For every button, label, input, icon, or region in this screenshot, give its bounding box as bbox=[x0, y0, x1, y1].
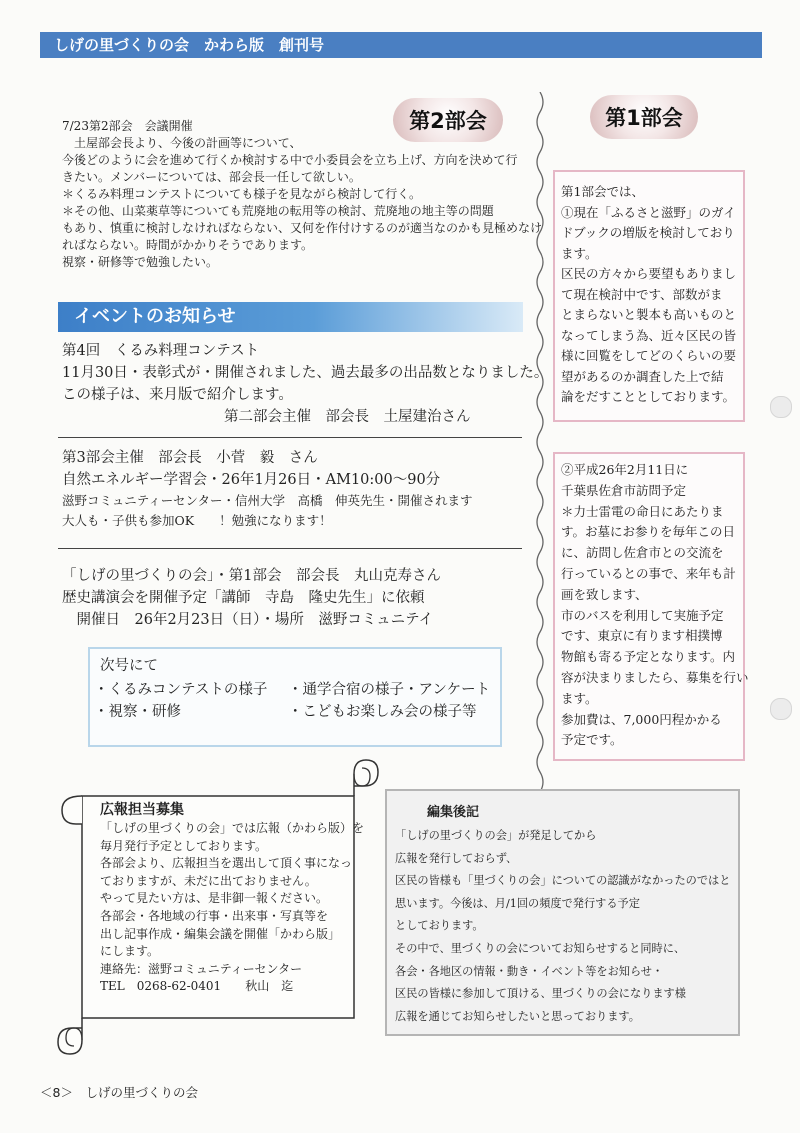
section1-line: ます。 bbox=[561, 690, 598, 706]
event3-title: 「しげの里づくりの会」・第1部会 部会長 丸山克寿さん bbox=[62, 568, 441, 584]
event2-line: 自然エネルギー学習会・26年1月26日・AM10:00～90分 bbox=[62, 472, 441, 488]
pr-title: 広報担当募集 bbox=[100, 802, 184, 818]
pr-body bbox=[100, 800, 380, 996]
section1-line: 望があるのか調査した上で結 bbox=[561, 368, 724, 384]
next-issue-title: 次号にて bbox=[100, 658, 158, 674]
editor-line: 区民の皆様に参加して頂ける、里づくりの会になります様 bbox=[395, 987, 686, 1001]
section1-line: ①現在「ふるさと滋野」のガイ bbox=[561, 204, 736, 220]
section2-line: ればならない。時間がかかりそうであります。 bbox=[62, 238, 314, 252]
pr-contact: 連絡先：滋野コミュニティーセンター bbox=[100, 961, 303, 976]
next-issue-box bbox=[88, 647, 502, 747]
section2-line: 土屋部会長より、今後の計画等について、 bbox=[62, 136, 302, 150]
pr-line: にします。 bbox=[100, 944, 160, 959]
pr-line: 各部会より、広報担当を選出して頂く事になっ bbox=[100, 856, 353, 871]
section1-line: ＊力士雷電の命日にあたりま bbox=[561, 503, 724, 519]
pr-line: 「しげの里づくりの会」では広報（かわら版）を bbox=[100, 821, 365, 835]
event1-title: 第4回 くるみ料理コンテスト bbox=[62, 343, 260, 359]
section1-box2 bbox=[553, 452, 749, 761]
event2-line: 滋野コミュニティーセンター・信州大学 高橋 伸英先生・開催されます bbox=[62, 493, 473, 508]
section1-box1 bbox=[553, 170, 745, 422]
editor-box bbox=[385, 789, 740, 1036]
editor-line: としております。 bbox=[395, 919, 484, 933]
section2-line: きたい。メンバーについては、部会長一任して欲しい。 bbox=[62, 170, 361, 184]
divider bbox=[58, 548, 522, 549]
event2-title: 第3部会主催 部会長 小菅 毅 さん bbox=[62, 450, 318, 466]
section1-line: 容が決まりましたら、募集を行い bbox=[561, 669, 749, 685]
section2-line: ＊くるみ料理コンテストについても様子を見ながら検討して行く。 bbox=[62, 187, 422, 201]
section1-line: 参加費は、7,000円程かかる bbox=[561, 711, 722, 727]
section2-badge-label: 第2部会 bbox=[409, 109, 487, 133]
section2-line: 今後どのように会を進めて行くか検討する中で小委員会を立ち上げ、方向を決めて行 bbox=[62, 153, 518, 167]
wavy-divider bbox=[530, 92, 550, 792]
event1-host: 第二部会主催 部会長 土屋建治さん bbox=[224, 409, 471, 425]
editor-line: 広報を発行しておらず、 bbox=[395, 851, 518, 865]
event3-line: 開催日 26年2月23日（日）・場所 滋野コミュニテイ bbox=[62, 612, 434, 628]
editor-line: その中で、里づくりの会についてお知らせすると同時に、 bbox=[395, 941, 686, 955]
section1-line: 予定です。 bbox=[561, 732, 623, 748]
section2-line: 7/23第2部会 会議開催 bbox=[62, 119, 193, 133]
section1-line: ドブックの増版を検討しており bbox=[561, 225, 735, 240]
event-banner-label: イベントのお知らせ bbox=[74, 306, 236, 327]
header-bar bbox=[40, 32, 762, 58]
section1-line: て現在検討中です、部数がま bbox=[561, 286, 723, 302]
header-title: しげの里づくりの会 かわら版 創刊号 bbox=[54, 36, 325, 54]
editor-line: 広報を通じてお知らせしたいと思っております。 bbox=[395, 1009, 640, 1023]
next-issue-item: ・くるみコンテストの様子 bbox=[94, 682, 268, 698]
next-issue-item: ・こどもお楽しみ会の様子等 bbox=[288, 704, 477, 720]
event3 bbox=[62, 565, 532, 631]
next-issue-item: ・視察・研修 bbox=[94, 704, 181, 720]
editor-line: 「しげの里づくりの会」が発足してから bbox=[395, 829, 597, 842]
section2-line: もあり、慎重に検討しなければならない、又何を作付けするのが適当なのかも見極めなけ bbox=[62, 221, 543, 235]
pr-line: 毎月発行予定としております。 bbox=[100, 838, 268, 853]
pr-line: やって見たい方は、是非御一報ください。 bbox=[100, 891, 329, 906]
editor-line: 区民の皆様も「里づくりの会」についての認識がなかったのではと bbox=[395, 874, 731, 888]
section2-body bbox=[62, 118, 543, 271]
event2 bbox=[62, 447, 532, 531]
event1-line: 11月30日・表彰式が・開催されました、過去最多の出品数となりました。 bbox=[62, 365, 549, 381]
pr-line: 各部会・各地域の行事・出来事・写真等を bbox=[100, 908, 329, 923]
section1-line: 区民の方々から要望もありまし bbox=[561, 266, 737, 281]
event2-line: 大人も・子供も参加OK ！勉強になります！ bbox=[62, 513, 332, 528]
section1-line: 様に回覧をしてどのくらいの要 bbox=[561, 348, 737, 363]
section1-line: とまらないと製本も高いものと bbox=[561, 307, 737, 322]
section1-line: です、東京に有ります相撲博 bbox=[561, 628, 723, 644]
section1-line: に、訪問し佐倉市との交流を bbox=[561, 545, 724, 561]
event1 bbox=[62, 340, 549, 428]
binder-hole bbox=[770, 698, 792, 720]
event-banner bbox=[58, 302, 523, 332]
next-issue-item: ・通学合宿の様子・アンケート bbox=[288, 682, 491, 698]
event1-line: この様子は、来月版で紹介します。 bbox=[62, 387, 293, 403]
pr-phone: TEL 0268-62-0401 秋山 迄 bbox=[100, 979, 294, 994]
page-footer: ＜8＞ しげの里づくりの会 bbox=[40, 1085, 198, 1100]
section1-line: 論をだすこととしております。 bbox=[561, 389, 736, 404]
binder-hole bbox=[770, 396, 792, 418]
section1-line: 物館も寄る予定となります。内 bbox=[561, 649, 736, 665]
pr-line: ておりますが、未だに出ておりません。 bbox=[100, 873, 317, 888]
section1-line: 画を致します、 bbox=[561, 586, 648, 602]
section1-line: す。お墓にお参りを毎年この日 bbox=[561, 524, 736, 540]
editor-line: 思います。今後は、月/1回の頻度で発行する予定 bbox=[395, 896, 640, 910]
section1-line: なってしまう為、近々区民の皆 bbox=[561, 327, 737, 343]
editor-line: 各会・各地区の情報・動き・イベント等をお知らせ・ bbox=[395, 964, 664, 978]
section1-line: 市のバスを利用して実施予定 bbox=[561, 607, 724, 623]
section1-line: ②平成26年2月11日に bbox=[561, 462, 689, 477]
section2-line: ＊その他、山菜薬草等についても荒廃地の転用等の検討、荒廃地の地主等の問題 bbox=[62, 204, 494, 218]
pr-line: 出し記事作成・編集会議を開催「かわら版」 bbox=[100, 926, 341, 941]
section1-line: 第1部会では、 bbox=[561, 184, 644, 199]
section1-badge bbox=[590, 95, 698, 139]
section1-badge-label: 第1部会 bbox=[605, 106, 683, 130]
section2-line: 視察・研修等で勉強したい。 bbox=[62, 255, 219, 269]
editor-title: 編集後記 bbox=[427, 805, 480, 820]
section1-line: 千葉県佐倉市訪問予定 bbox=[561, 482, 687, 498]
section1-line: ます。 bbox=[561, 245, 598, 261]
divider bbox=[58, 437, 522, 438]
section1-line: 行っているとの事で、来年も計 bbox=[561, 565, 736, 581]
event3-line: 歴史講演会を開催予定「講師 寺島 隆史先生」に依頼 bbox=[62, 590, 425, 606]
